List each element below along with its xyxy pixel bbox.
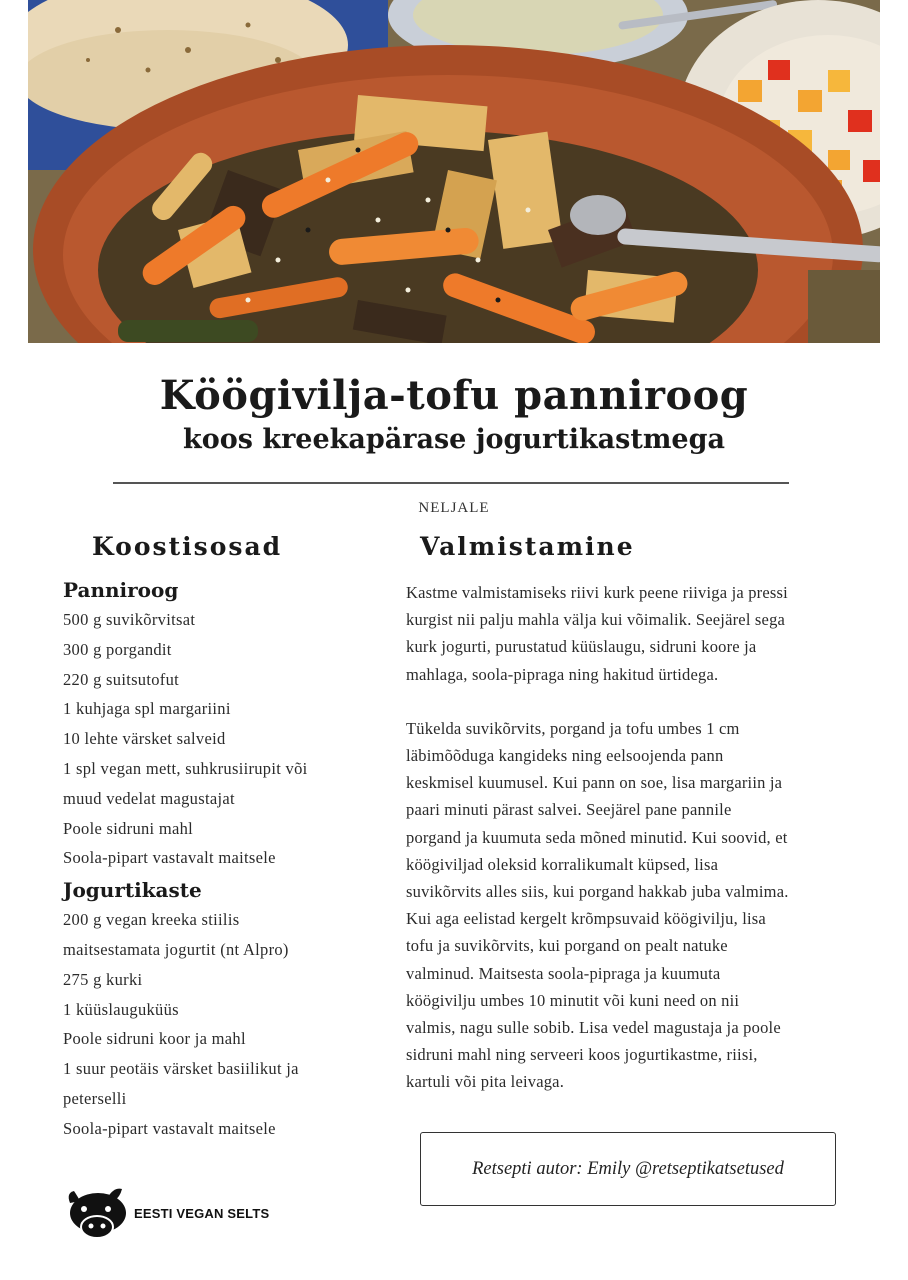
method-line: valmis, nagu sulle sobib. Lisa vedel magustaja ja poole [406,1018,781,1038]
method-line: kurgist nii palju mahla välja kui võimalik. Seejärel sega [406,610,786,630]
ingredient-line: 1 suur peotäis värsket basiilikut ja [63,1059,299,1079]
ingredient-line: Soola-pipart vastavalt maitsele [63,848,276,868]
method-column [406,532,866,1096]
ingredient-group-title: Panniroog [63,578,179,602]
logo-text: EESTI VEGAN SELTS [134,1205,270,1221]
ingredient-line: 1 spl vegan mett, suhkrusiirupit või [63,758,308,778]
ingredient-list [63,605,383,873]
ingredient-line: 220 g suitsutofut [63,669,180,689]
method-paragraph-2 [406,715,866,1096]
method-heading: Valmistamine [420,532,635,561]
method-line: porgand ja kuumuta seda mõned minutid. Kui soovid, et [406,827,788,847]
method-line: paari minuti pärast salvei. Seejärel pane pannile [406,800,732,820]
title-block [0,372,908,456]
method-line: Kui aga eelistad kergelt krõmpsuvaid köögivilju, lisa [406,909,766,929]
method-line: sidruni mahl ning serveeri koos jogurtikastme, riisi, [406,1045,758,1065]
method-line: Tükelda suvikõrvits, porgand ja tofu umbes 1 cm [406,718,740,738]
recipe-subtitle: koos kreekapärase jogurtikastmega [183,424,725,455]
title-divider [113,482,789,484]
hero-photo-illustration [28,0,880,343]
method-line: läbimõõduga kangideks ning eelsoojenda pann [406,746,724,766]
ingredient-line: 300 g porgandit [63,639,172,659]
ingredient-line: 10 lehte värsket salveid [63,729,226,749]
ingredient-line: 275 g kurki [63,969,143,989]
ingredient-line: 500 g suvikõrvitsat [63,610,196,629]
method-line: Kastme valmistamiseks riivi kurk peene riiviga ja pressi [406,583,788,602]
ingredients-heading: Koostisosad [92,532,283,561]
method-line: valminud. Maitsesta soola-pipraga ja kuumuta [406,963,721,983]
ingredient-line: Soola-pipart vastavalt maitsele [63,1118,276,1138]
ingredient-list [63,905,383,1143]
ingredient-line: 200 g vegan kreeka stiilis [63,910,240,930]
recipe-title: Köögivilja-tofu panniroog [159,372,749,419]
logo [64,1185,269,1241]
method-line: kartuli või pita leivaga. [406,1072,565,1092]
author-credit: Retsepti autor: Emily @retseptikatsetused [472,1158,784,1179]
method-line: köögivilju umbes 10 minutit või kuni need on nii [406,990,740,1010]
ingredient-line: 1 küüslauguküüs [63,999,179,1019]
ingredient-group-title: Jogurtikaste [63,878,202,903]
method-line: tofu ja suvikõrvits, kui porgand on pealt natuke [406,936,728,956]
method-line: köögiviljad oleksid korralikumalt küpsed, lisa [406,854,719,874]
method-line: mahlaga, soola-pipraga ning hakitud ürtidega. [406,664,719,684]
method-line: keskmisel kuumusel. Kui pann on soe, lisa margariin ja [406,773,783,793]
method-line: kurk jogurti, purustatud küüslaugu, sidruni koore ja [406,637,757,657]
ingredient-line: Poole sidruni koor ja mahl [63,1029,246,1049]
author-credit-box [420,1132,836,1206]
servings-label: NELJALE [418,500,490,516]
ingredient-group-jogurtikaste [63,877,383,1143]
method-paragraph-1 [406,579,866,688]
hero-photo [28,0,880,343]
ingredient-line: muud vedelat magustajat [63,788,235,808]
ingredient-line: Poole sidruni mahl [63,818,194,838]
ingredient-line: maitsestamata jogurtit (nt Alpro) [63,939,289,959]
ingredient-line: peterselli [63,1088,127,1108]
ingredient-line: 1 kuhjaga spl margariini [63,699,231,719]
ingredient-group-panniroog [63,577,383,873]
method-line: suvikõrvits alles siis, kui porgand hakkab juba valmima. [406,882,789,902]
ingredients-column [63,532,383,1144]
cow-icon [64,1185,130,1241]
